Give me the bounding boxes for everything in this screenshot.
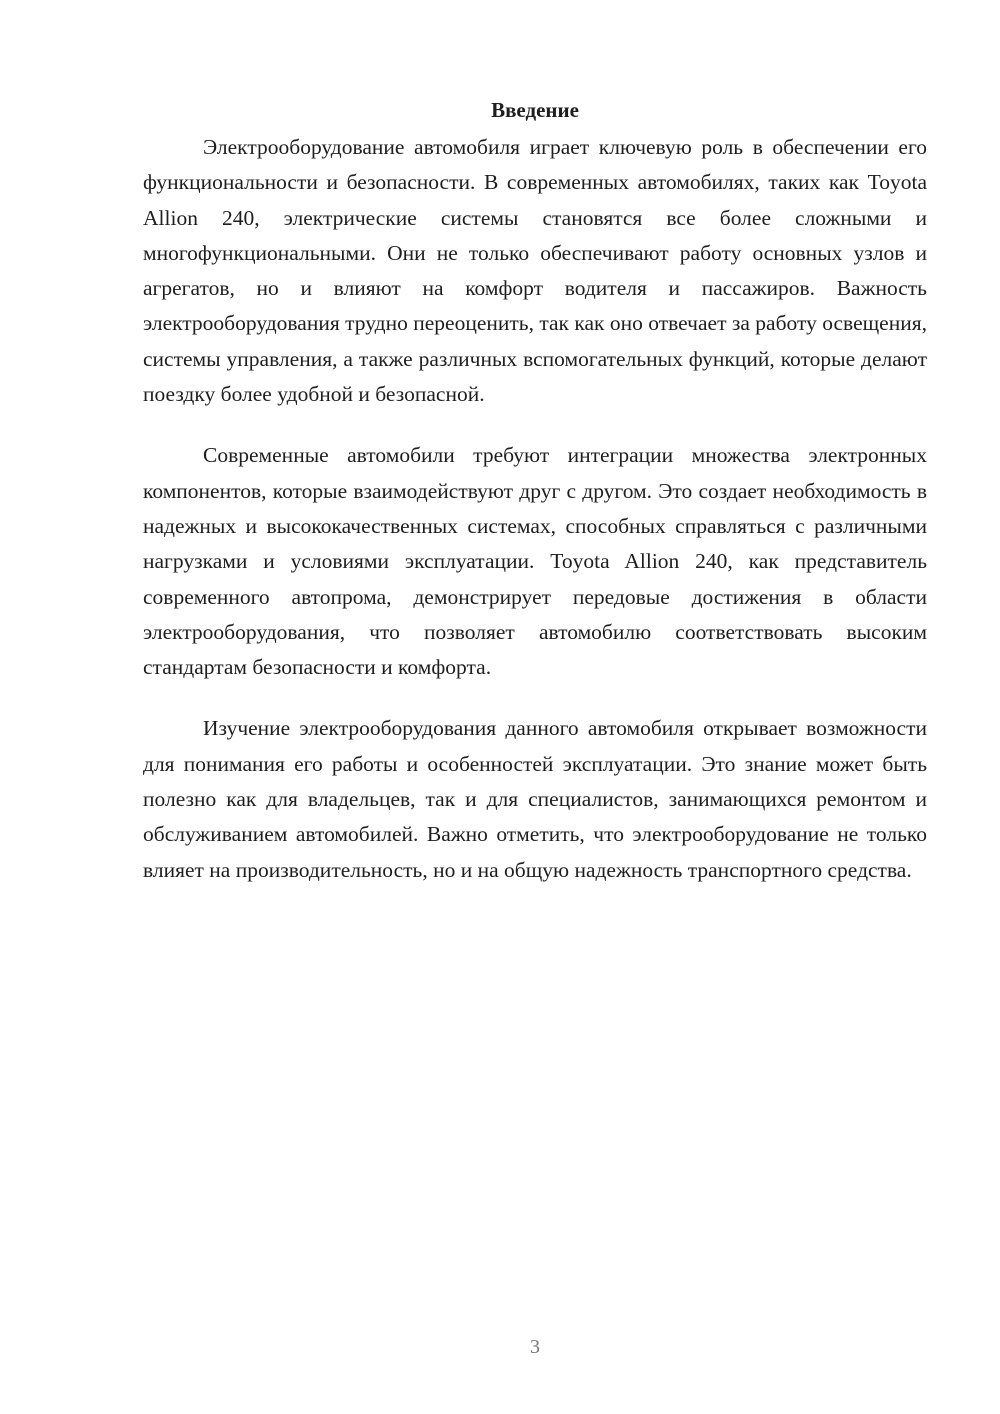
page-content <box>143 95 927 888</box>
paragraph-3: Изучение электрооборудования данного автомобиля открывает возможности для понимания его работы и особенностей эксплуатации. Это знание может быть полезно как для владельцев, так и для специалистов, занимающихся ремонтом и обслуживанием автомобилей. Важно отметить, что электрооборудование не только влияет на производительность, но и на общую надежность транспортного средства. <box>143 716 927 882</box>
paragraph-2: Современные автомобили требуют интеграции множества электронных компонентов, которые взаимодействуют друг с другом. Это создает необходимость в надежных и высококачественных системах, способных справляться с различными нагрузками и условиями эксплуатации. Toyota Allion 240, как представитель современного автопрома, демонстрирует передовые достижения в области электрооборудования, что позволяет автомобилю соответствовать высоким стандартам безопасности и комфорта. <box>143 443 927 680</box>
section-title: Введение <box>491 98 579 122</box>
page-number: 3 <box>530 1336 540 1358</box>
paragraph-1: Электрооборудование автомобиля играет ключевую роль в обеспечении его функциональности и безопасности. В современных автомобилях, таких как Toyota Allion 240, электрические системы становятся все более сложными и многофункциональными. Они не только обеспечивают работу основных узлов и агрегатов, но и влияют на комфорт водителя и пассажиров. Важность электрооборудования трудно переоценить, так как оно отвечает за работу освещения, системы управления, а также различных вспомогательных функций, которые делают поездку более удобной и безопасной. <box>143 135 927 407</box>
